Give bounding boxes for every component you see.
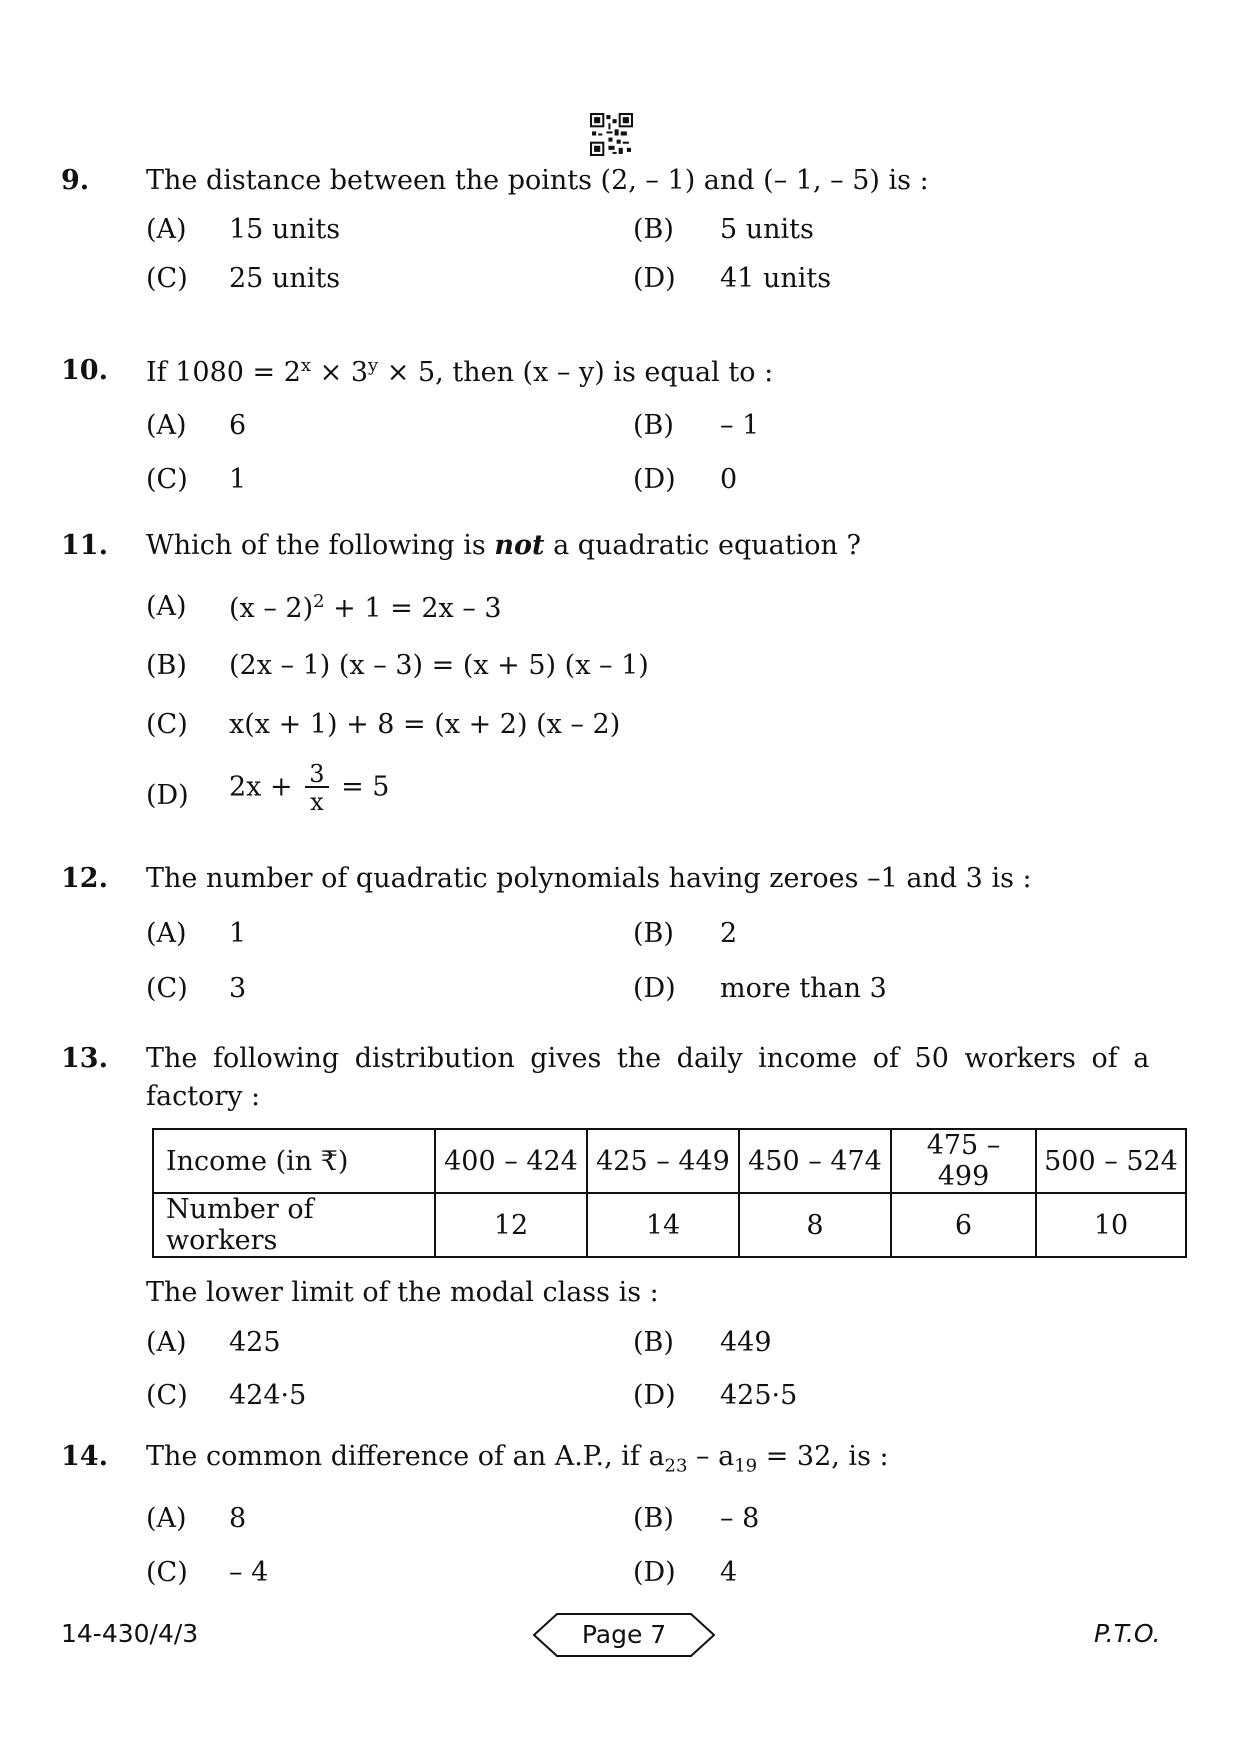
option-label: (C) <box>146 1380 188 1411</box>
option-label: (B) <box>633 918 674 949</box>
option-text: 3 <box>229 973 247 1004</box>
option-text: x(x + 1) + 8 = (x + 2) (x – 2) <box>229 709 621 740</box>
option-label: (D) <box>633 1557 676 1588</box>
table-row <box>153 1129 1186 1193</box>
table-cell: 475 – 499 <box>891 1129 1036 1193</box>
option-label: (C) <box>146 1557 188 1588</box>
page-number: Page 7 <box>581 1620 667 1649</box>
pto-label: P.T.O. <box>1094 1619 1161 1648</box>
option-text: (x – 2)$^2$ + 1 = 2x – 3 <box>229 591 502 624</box>
table-header-cell: Number of workers <box>153 1193 435 1257</box>
question-text: The number of quadratic polynomials having zeroes –1 and 3 is : <box>146 863 1032 894</box>
option-text: 41 units <box>720 263 832 294</box>
option-label: (C) <box>146 709 188 740</box>
option-text: 4 <box>720 1557 738 1588</box>
question-followup: The lower limit of the modal class is : <box>146 1277 659 1308</box>
question-text: The common difference of an A.P., if $a_{23} - a_{19} = 32$, is : <box>146 1441 889 1477</box>
option-label: (D) <box>633 263 676 294</box>
option-label: (B) <box>633 1503 674 1534</box>
option-text: 1 <box>229 918 247 949</box>
option-label: (C) <box>146 263 188 294</box>
question-number: 14. <box>61 1441 108 1472</box>
table-cell: 12 <box>435 1193 587 1257</box>
question-number: 12. <box>61 863 108 894</box>
table-cell: 450 – 474 <box>739 1129 891 1193</box>
option-text: – 4 <box>229 1557 269 1588</box>
option-text: – 8 <box>720 1503 760 1534</box>
option-text: 449 <box>720 1327 772 1358</box>
question-number: 11. <box>61 530 108 561</box>
option-text: 0 <box>720 464 738 495</box>
question-number: 9. <box>61 165 90 196</box>
option-label: (B) <box>633 410 674 441</box>
option-text: 2 <box>720 918 738 949</box>
table-cell: 10 <box>1036 1193 1186 1257</box>
paper-code: 14-430/4/3 <box>61 1619 199 1648</box>
option-text: 424·5 <box>229 1380 307 1411</box>
option-text: 5 units <box>720 214 814 245</box>
table-cell: 425 – 449 <box>587 1129 739 1193</box>
table-cell: 400 – 424 <box>435 1129 587 1193</box>
question-number: 10. <box>61 355 108 386</box>
option-text: 425·5 <box>720 1380 798 1411</box>
option-text: 15 units <box>229 214 341 245</box>
qr-code-icon <box>590 113 633 156</box>
option-text: 1 <box>229 464 247 495</box>
option-label: (A) <box>146 591 187 622</box>
option-label: (B) <box>146 650 187 681</box>
option-text: 8 <box>229 1503 247 1534</box>
table-cell: 500 – 524 <box>1036 1129 1186 1193</box>
question-text-continued: factory : <box>146 1081 261 1112</box>
option-label: (A) <box>146 214 187 245</box>
option-label: (C) <box>146 464 188 495</box>
question-text: The distance between the points (2, – 1) and (– 1, – 5) is : <box>146 165 929 196</box>
option-text: 425 <box>229 1327 281 1358</box>
question-number: 13. <box>61 1043 108 1074</box>
question-text: If $1080 = 2^x \times 3^y \times 5$, then (x – y) is equal to : <box>146 355 774 388</box>
option-text: (2x – 1) (x – 3) = (x + 5) (x – 1) <box>229 650 649 681</box>
option-label: (A) <box>146 1327 187 1358</box>
option-text: – 1 <box>720 410 760 441</box>
option-text: 6 <box>229 410 247 441</box>
table-header-cell: Income (in ₹) <box>153 1129 435 1193</box>
table-cell: 8 <box>739 1193 891 1257</box>
option-label: (A) <box>146 410 187 441</box>
question-text: The following distribution gives the daily income of 50 workers of a <box>146 1043 1150 1074</box>
option-label: (C) <box>146 973 188 1004</box>
option-label: (D) <box>633 1380 676 1411</box>
table-cell: 6 <box>891 1193 1036 1257</box>
fraction: $\frac{3}{x}$ <box>305 762 328 814</box>
option-label: (D) <box>146 780 189 811</box>
option-label: (B) <box>633 214 674 245</box>
option-text: more than 3 <box>720 973 887 1004</box>
option-label: (A) <box>146 1503 187 1534</box>
option-label: (B) <box>633 1327 674 1358</box>
option-label: (D) <box>633 464 676 495</box>
income-distribution-table <box>152 1128 1187 1258</box>
table-cell: 14 <box>587 1193 739 1257</box>
option-text: 25 units <box>229 263 341 294</box>
option-label: (D) <box>633 973 676 1004</box>
option-label: (A) <box>146 918 187 949</box>
option-text: 2x + $\frac{3}{x}$ = 5 <box>229 760 390 816</box>
table-row <box>153 1193 1186 1257</box>
question-text: Which of the following is not a quadratic equation ? <box>146 530 861 561</box>
